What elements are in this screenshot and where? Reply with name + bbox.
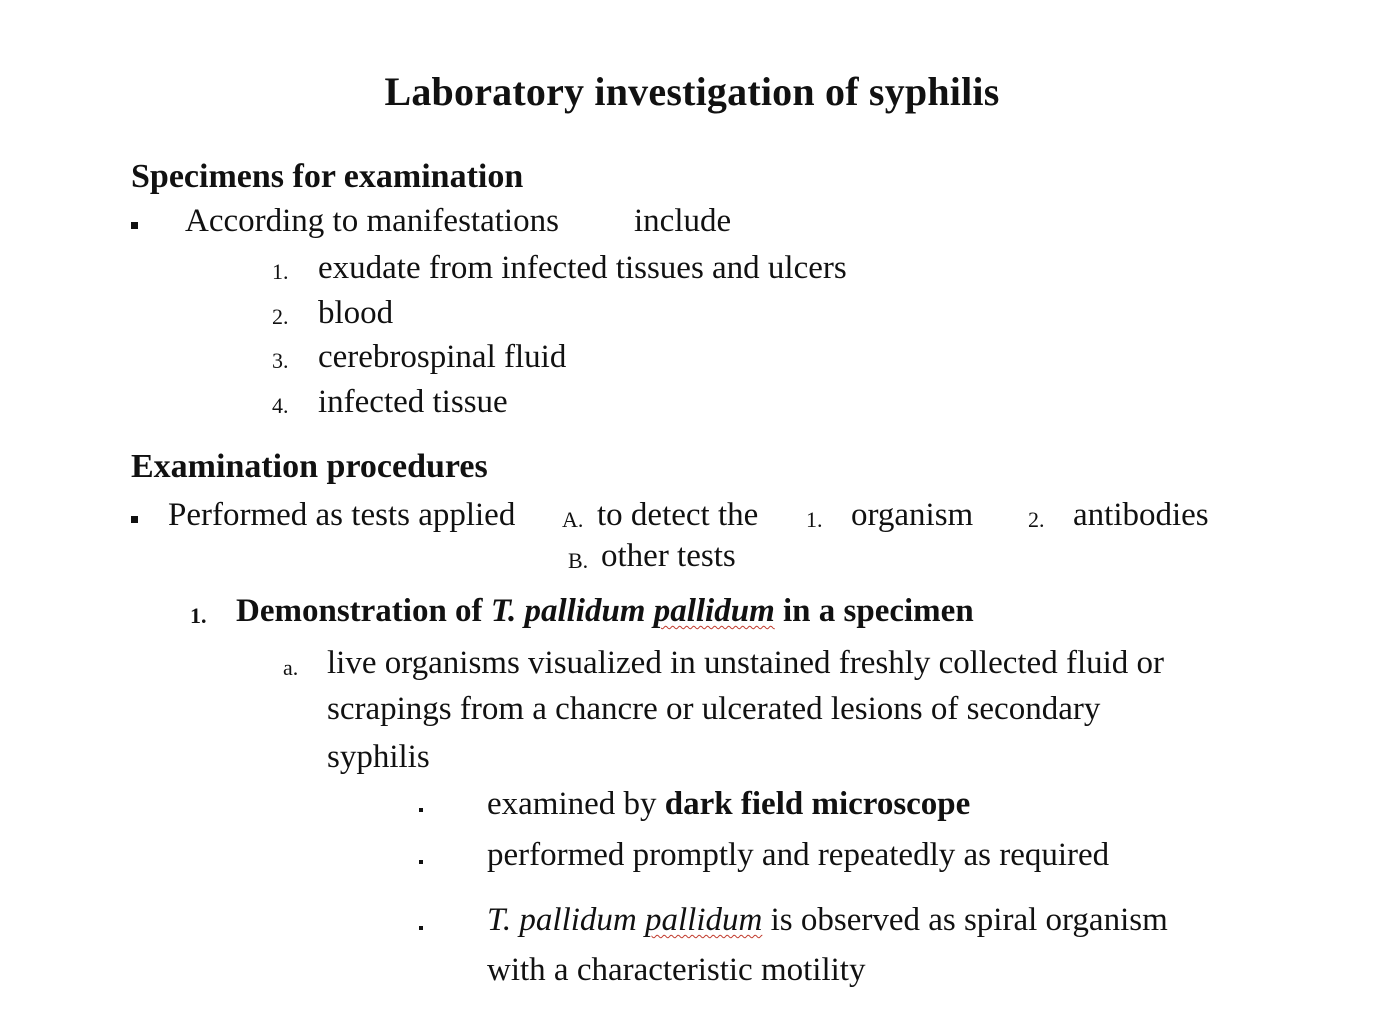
bullet-icon (419, 860, 423, 864)
detail-item-line: with a characteristic motility (487, 952, 866, 988)
page-title: Laboratory investigation of syphilis (384, 69, 1000, 114)
demonstration-number: 1. (190, 603, 207, 628)
bullet-icon (419, 926, 423, 930)
list-item-number: 2. (272, 304, 289, 329)
list-item-number: 4. (272, 393, 289, 418)
option-1-number: 1. (806, 507, 823, 532)
demonstration-title: Demonstration of T. pallidum pallidum in a specimen (236, 593, 974, 629)
list-item-number: 3. (272, 348, 289, 373)
option-2-text: antibodies (1073, 497, 1209, 533)
sub-item-line: live organisms visualized in unstained freshly collected fluid or (327, 645, 1165, 681)
list-item: infected tissue (318, 384, 508, 420)
option-text-a: to detect the (597, 497, 759, 533)
specimens-bullet-text: According to manifestations (185, 203, 559, 239)
bullet-icon (419, 808, 423, 812)
procedures-bullet-text: Performed as tests applied (168, 497, 516, 533)
detail-item: performed promptly and repeatedly as required (487, 837, 1110, 873)
detail-item: T. pallidum pallidum is observed as spiral organism (487, 902, 1168, 938)
list-item: blood (318, 295, 394, 331)
procedures-heading: Examination procedures (131, 448, 488, 485)
list-item-number: 1. (272, 259, 289, 284)
bullet-icon (131, 516, 138, 523)
sub-item-line: syphilis (327, 739, 430, 775)
option-label-b: B. (568, 548, 589, 573)
option-text-b: other tests (601, 538, 736, 574)
list-item: exudate from infected tissues and ulcers (318, 250, 847, 286)
sub-item-label: a. (283, 655, 299, 680)
detail-item: examined by dark field microscope (487, 786, 971, 822)
option-label-a: A. (562, 507, 584, 532)
sub-item-line: scrapings from a chancre or ulcerated lesions of secondary (327, 691, 1101, 727)
option-1-text: organism (851, 497, 974, 533)
specimens-heading: Specimens for examination (131, 158, 524, 195)
specimens-bullet-include: include (634, 203, 732, 239)
bullet-icon (131, 222, 138, 229)
list-item: cerebrospinal fluid (318, 339, 567, 375)
option-2-number: 2. (1028, 507, 1045, 532)
